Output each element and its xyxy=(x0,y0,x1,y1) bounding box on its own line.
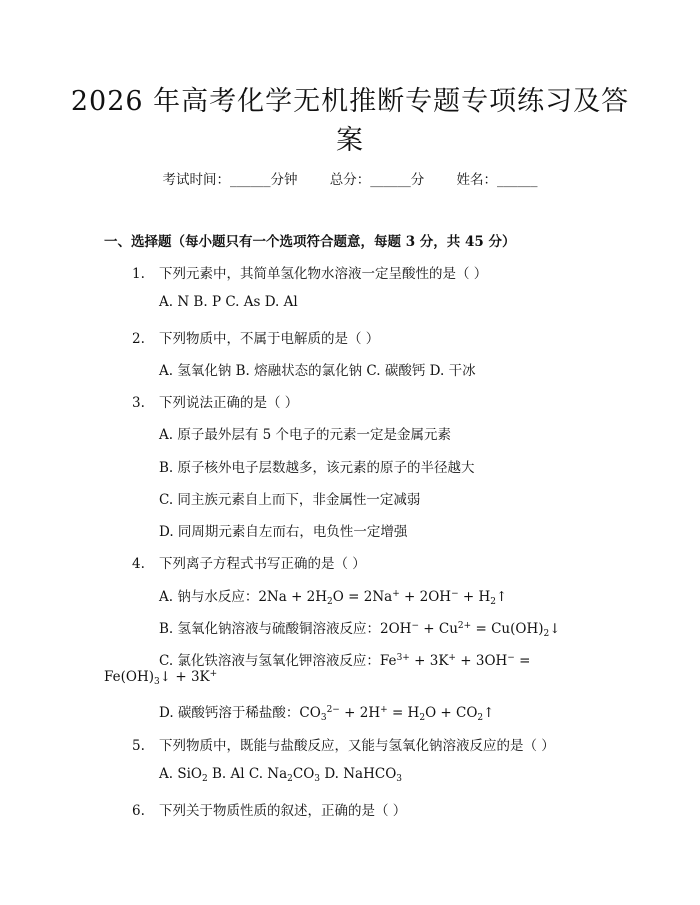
question-3-option-d: D. 同周期元素自左而右，电负性一定增强 xyxy=(159,524,408,540)
question-text: 下列关于物质性质的叙述，正确的是（ ） xyxy=(159,803,407,819)
question-4 xyxy=(132,552,366,572)
question-3-option-a: A. 原子最外层有 5 个电子的元素一定是金属元素 xyxy=(159,427,452,443)
question-4-option-c: C. 氯化铁溶液与氢氧化钾溶液反应：$Fe^{3+} + 3K^+ + 3OH^-$ = xyxy=(159,653,531,669)
question-number: 5. xyxy=(132,738,145,754)
question-text: 下列离子方程式书写正确的是（ ） xyxy=(159,556,366,572)
question-number: 3. xyxy=(132,395,145,411)
question-number: 4. xyxy=(132,556,145,572)
question-2-options: A. 氢氧化钠 B. 熔融状态的氯化钠 C. 碳酸钙 D. 干冰 xyxy=(159,363,476,379)
question-1-options: A. N B. P C. As D. Al xyxy=(159,294,298,310)
question-3 xyxy=(132,391,298,411)
question-4-option-d: D. 碳酸钙溶于稀盐酸：$CO_3^{2-} + 2H^+ = H_2O$ + $CO_2↑$ xyxy=(159,705,495,723)
question-number: 6. xyxy=(132,803,145,819)
page-title-continued: 案 xyxy=(336,125,364,156)
question-6 xyxy=(132,799,406,819)
question-5 xyxy=(132,734,555,754)
question-4-option-a: A. 钠与水反应：$2Na + 2H_2O = 2Na^+ + 2OH^-$ + $H_2↑$ xyxy=(159,589,508,607)
exam-info-line xyxy=(0,168,700,188)
question-1 xyxy=(132,262,487,282)
exam-time-field: 考试时间：______分钟 xyxy=(162,172,298,188)
question-number: 1. xyxy=(132,266,145,282)
question-number: 2. xyxy=(132,331,145,347)
question-3-option-c: C. 同主族元素自上而下，非金属性一定减弱 xyxy=(159,492,421,508)
section-heading: 一、选择题（每小题只有一个选项符合题意，每题 3 分，共 45 分） xyxy=(104,234,516,250)
question-4-option-c-continued: $Fe(OH)_3↓ + 3K^+$ xyxy=(104,669,218,687)
page-title: 2026 年高考化学无机推断专题专项练习及答 xyxy=(70,86,630,117)
question-text: 下列说法正确的是（ ） xyxy=(159,395,299,411)
student-name-field: 姓名：______ xyxy=(456,172,538,188)
question-text: 下列物质中，既能与盐酸反应，又能与氢氧化钠溶液反应的是（ ） xyxy=(159,738,555,754)
question-3-option-b: B. 原子核外电子层数越多，该元素的原子的半径越大 xyxy=(159,460,475,476)
question-5-options: A. SiO$_2$ B. Al C. $Na_2CO_3$ D. NaHCO$_3$ xyxy=(159,766,403,784)
question-4-option-b: B. 氢氧化钠溶液与硫酸铜溶液反应：$2OH^- + Cu^{2+}$ = $Cu(OH)_2↓$ xyxy=(159,621,561,639)
question-2 xyxy=(132,327,379,347)
total-score-field: 总分：______分 xyxy=(329,172,425,188)
question-text: 下列元素中，其简单氢化物水溶液一定呈酸性的是（ ） xyxy=(159,266,488,282)
question-text: 下列物质中，不属于电解质的是（ ） xyxy=(159,331,380,347)
